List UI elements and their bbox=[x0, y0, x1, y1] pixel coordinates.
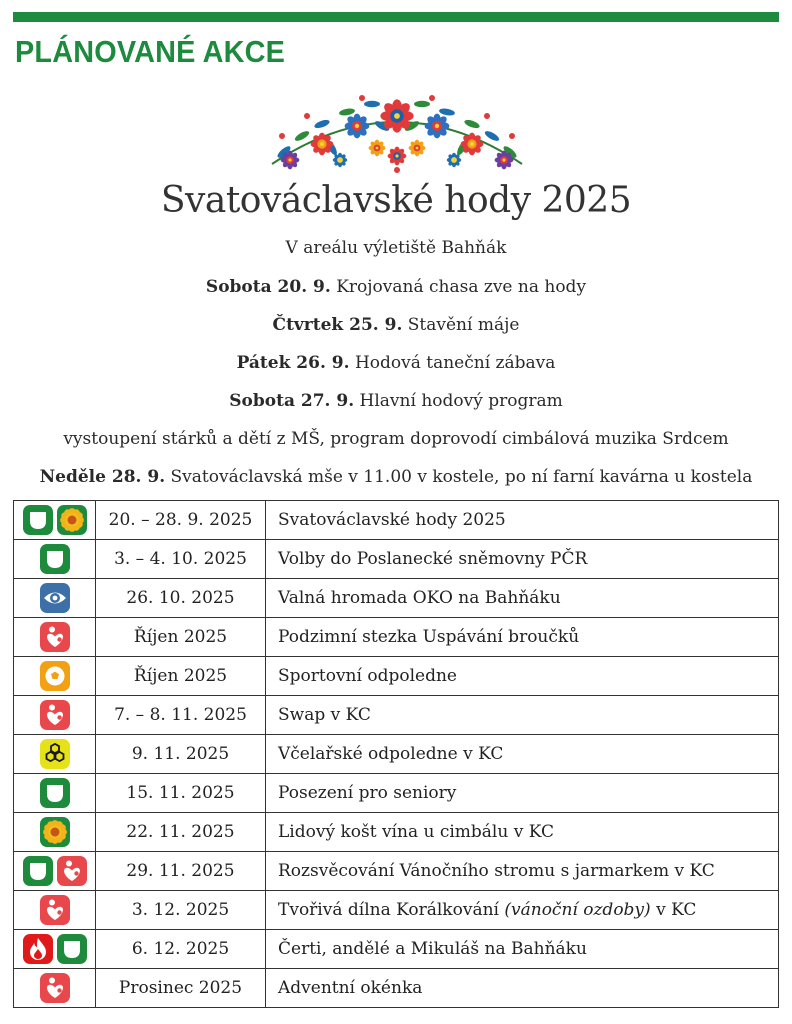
program-text: Svatováclavská mše v 11.00 v kostele, po ní farní kavárna u kostela bbox=[170, 467, 753, 487]
honeycomb-icon bbox=[39, 738, 71, 770]
sunflower-icon bbox=[39, 816, 71, 848]
program-line bbox=[0, 277, 792, 297]
event-row bbox=[14, 579, 779, 618]
program-day: Čtvrtek 25. 9. bbox=[272, 315, 403, 335]
event-name-cell bbox=[266, 579, 779, 618]
program-day: Pátek 26. 9. bbox=[236, 353, 350, 373]
program-line bbox=[0, 315, 792, 335]
event-name: Valná hromada OKO na Bahňáku bbox=[278, 588, 561, 608]
event-row bbox=[14, 930, 779, 969]
event-name-cell bbox=[266, 774, 779, 813]
event-row bbox=[14, 735, 779, 774]
event-name: Posezení pro seniory bbox=[278, 783, 457, 803]
event-date: 22. 11. 2025 bbox=[96, 813, 266, 852]
program-day: Sobota 20. 9. bbox=[205, 277, 331, 297]
event-date: 3. – 4. 10. 2025 bbox=[96, 540, 266, 579]
event-organizer-icons bbox=[14, 930, 96, 969]
event-name: Swap v KC bbox=[278, 705, 371, 725]
program-text: Krojovaná chasa zve na hody bbox=[336, 277, 587, 297]
event-name-cell bbox=[266, 969, 779, 1008]
football-icon bbox=[39, 660, 71, 692]
folk-flower-ornament bbox=[262, 86, 532, 181]
event-organizer-icons bbox=[14, 969, 96, 1008]
event-date: 26. 10. 2025 bbox=[96, 579, 266, 618]
event-name-suffix: v KC bbox=[650, 900, 697, 920]
event-row bbox=[14, 891, 779, 930]
top-rule bbox=[13, 12, 779, 22]
event-row bbox=[14, 501, 779, 540]
event-row bbox=[14, 618, 779, 657]
program-line bbox=[0, 353, 792, 373]
event-name-cell bbox=[266, 696, 779, 735]
shield-icon bbox=[22, 504, 54, 536]
event-row bbox=[14, 540, 779, 579]
event-organizer-icons bbox=[14, 540, 96, 579]
shield-icon bbox=[39, 543, 71, 575]
event-row bbox=[14, 657, 779, 696]
event-row bbox=[14, 696, 779, 735]
eye-icon bbox=[39, 582, 71, 614]
event-date: Říjen 2025 bbox=[96, 657, 266, 696]
program-day: Sobota 27. 9. bbox=[229, 391, 355, 411]
event-row bbox=[14, 852, 779, 891]
family-heart-icon bbox=[39, 699, 71, 731]
event-organizer-icons bbox=[14, 813, 96, 852]
family-heart-icon bbox=[39, 972, 71, 1004]
program-text: Stavění máje bbox=[407, 315, 520, 335]
event-organizer-icons bbox=[14, 501, 96, 540]
event-organizer-icons bbox=[14, 774, 96, 813]
program-text: vystoupení stárků a dětí z MŠ, program doprovodí cimbálová muzika Srdcem bbox=[63, 429, 729, 449]
shield-icon bbox=[56, 933, 88, 965]
event-name: Rozsvěcování Vánočního stromu s jarmarkem v KC bbox=[278, 861, 715, 881]
event-organizer-icons bbox=[14, 618, 96, 657]
fire-icon bbox=[22, 933, 54, 965]
event-organizer-icons bbox=[14, 852, 96, 891]
program-text: Hlavní hodový program bbox=[359, 391, 563, 411]
event-name: Adventní okénka bbox=[278, 978, 423, 998]
event-row bbox=[14, 969, 779, 1008]
event-note: (vánoční ozdoby) bbox=[504, 900, 651, 920]
event-date: Prosinec 2025 bbox=[96, 969, 266, 1008]
event-organizer-icons bbox=[14, 579, 96, 618]
event-name: Lidový košt vína u cimbálu v KC bbox=[278, 822, 554, 842]
event-organizer-icons bbox=[14, 696, 96, 735]
event-name-cell bbox=[266, 735, 779, 774]
event-organizer-icons bbox=[14, 657, 96, 696]
event-name: Včelařské odpoledne v KC bbox=[278, 744, 504, 764]
event-name: Podzimní stezka Uspávání broučků bbox=[278, 627, 580, 647]
event-row bbox=[14, 813, 779, 852]
event-name: Volby do Poslanecké sněmovny PČR bbox=[278, 549, 588, 569]
event-name: Sportovní odpoledne bbox=[278, 666, 457, 686]
event-name: Čerti, andělé a Mikuláš na Bahňáku bbox=[278, 939, 587, 959]
program-line bbox=[0, 467, 792, 487]
family-heart-icon bbox=[39, 621, 71, 653]
event-venue: V areálu výletiště Bahňák bbox=[285, 238, 507, 258]
program-text: Hodová taneční zábava bbox=[354, 353, 556, 373]
event-name-cell bbox=[266, 852, 779, 891]
program-line bbox=[0, 429, 792, 449]
event-date: 3. 12. 2025 bbox=[96, 891, 266, 930]
event-date: Říjen 2025 bbox=[96, 618, 266, 657]
sunflower-icon bbox=[56, 504, 88, 536]
event-date: 9. 11. 2025 bbox=[96, 735, 266, 774]
event-date: 7. – 8. 11. 2025 bbox=[96, 696, 266, 735]
event-date: 15. 11. 2025 bbox=[96, 774, 266, 813]
program-line bbox=[0, 391, 792, 411]
event-name-cell bbox=[266, 930, 779, 969]
event-title: Svatováclavské hody 2025 bbox=[160, 180, 632, 221]
event-organizer-icons bbox=[14, 891, 96, 930]
event-row bbox=[14, 774, 779, 813]
event-name: Tvořivá dílna Korálkování bbox=[278, 900, 505, 920]
program-day: Neděle 28. 9. bbox=[39, 467, 166, 487]
event-name-cell bbox=[266, 657, 779, 696]
event-name-cell bbox=[266, 813, 779, 852]
shield-icon bbox=[22, 855, 54, 887]
event-name-cell bbox=[266, 540, 779, 579]
section-title: PLÁNOVANÉ AKCE bbox=[15, 34, 286, 69]
event-name: Svatováclavské hody 2025 bbox=[278, 510, 506, 530]
events-table bbox=[13, 500, 779, 1008]
event-name-cell bbox=[266, 891, 779, 930]
shield-icon bbox=[39, 777, 71, 809]
event-name-cell bbox=[266, 501, 779, 540]
event-date: 6. 12. 2025 bbox=[96, 930, 266, 969]
event-date: 20. – 28. 9. 2025 bbox=[96, 501, 266, 540]
family-heart-icon bbox=[39, 894, 71, 926]
event-name-cell bbox=[266, 618, 779, 657]
event-date: 29. 11. 2025 bbox=[96, 852, 266, 891]
event-organizer-icons bbox=[14, 735, 96, 774]
family-heart-icon bbox=[56, 855, 88, 887]
